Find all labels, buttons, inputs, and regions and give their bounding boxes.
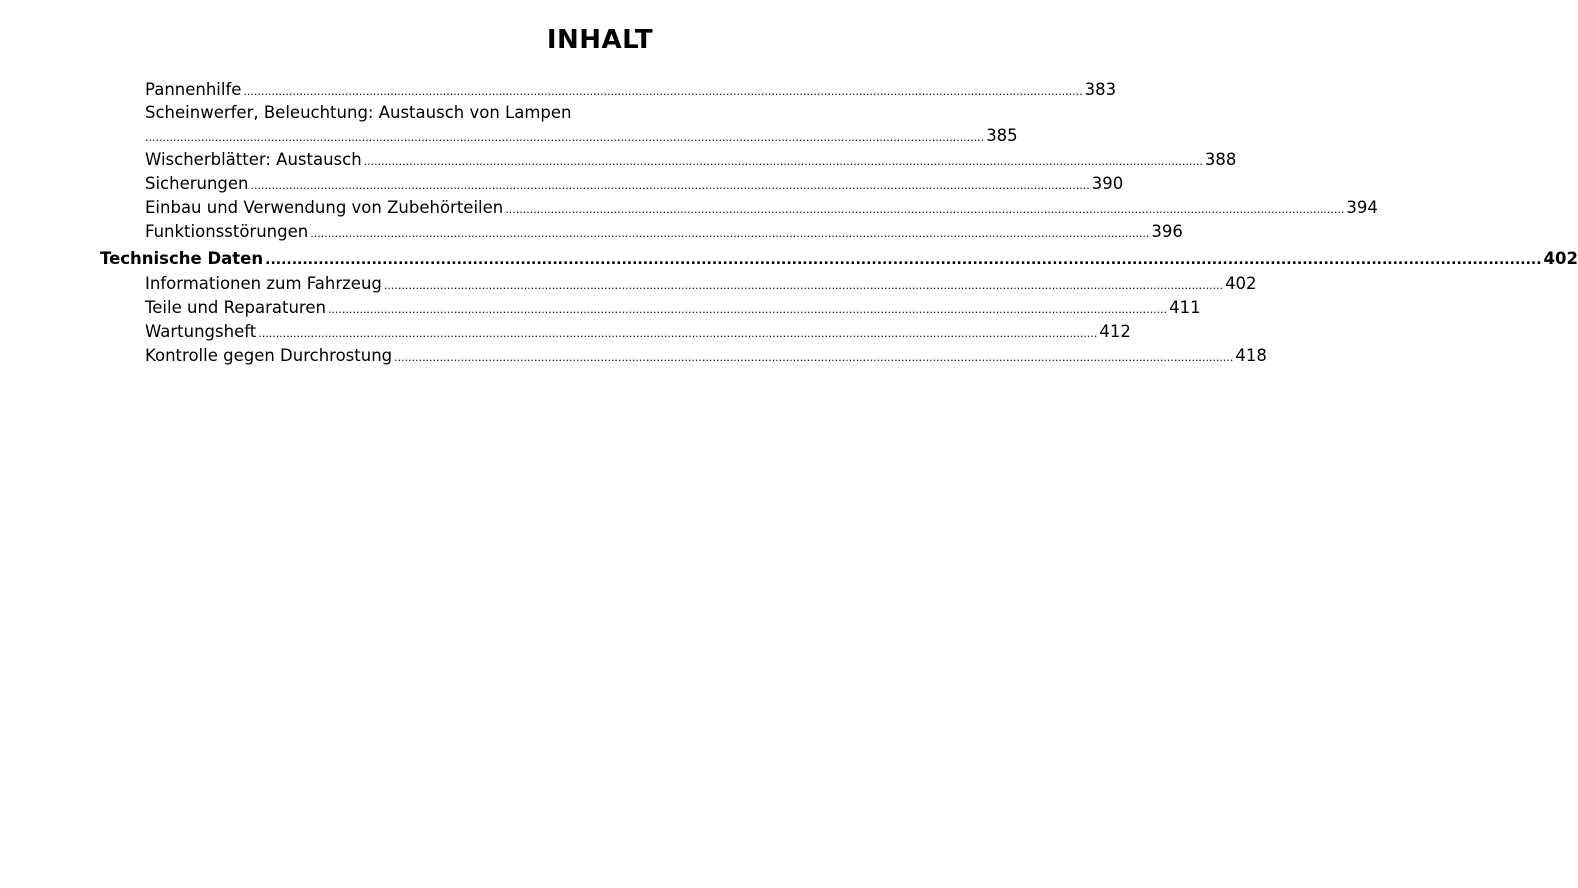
toc-entry-page: 388 <box>1204 150 1237 169</box>
toc-entry-label: Kontrolle gegen Durchrostung <box>145 346 393 365</box>
toc-entry-label: Funktionsstörungen <box>145 222 309 241</box>
dot-leader: ................................................................................................................................................................................................................................................ <box>327 303 1168 316</box>
dot-leader: ................................................................................................................................................................................................................................................ <box>310 227 1150 240</box>
toc-entry-wartungsheft[interactable] <box>100 320 1131 344</box>
toc-section-technische-daten[interactable] <box>100 244 1578 272</box>
table-of-contents <box>100 78 1578 368</box>
toc-entry-label: Wischerblätter: Austausch <box>145 150 362 169</box>
toc-entry-page: 412 <box>1099 322 1131 341</box>
toc-entry-zubehoerteile[interactable] <box>100 196 1378 220</box>
toc-entry-label: Teile und Reparaturen <box>145 298 326 317</box>
toc-entry-page: 394 <box>1346 198 1378 217</box>
toc-entry-label: Pannenhilfe <box>145 80 242 99</box>
toc-entry-label: Sicherungen <box>145 174 249 193</box>
toc-entry-label: Einbau und Verwendung von Zubehörteilen <box>145 198 504 217</box>
dot-leader: ................................................................................................................................................................................................................................................ <box>363 155 1203 168</box>
toc-entry-label: Wartungsheft <box>145 322 257 341</box>
toc-entry-page: 411 <box>1169 298 1201 317</box>
toc-entry-page: 383 <box>1084 80 1117 99</box>
dot-leader: ................................................................................................................................................................................................................................................ <box>250 179 1090 192</box>
toc-entry-page: 418 <box>1235 346 1267 365</box>
toc-entry-page: 385 <box>986 126 1018 145</box>
dot-leader: ................................................................................................................................................................................................................................................ <box>394 351 1234 364</box>
toc-entry-teile[interactable] <box>100 296 1201 320</box>
toc-entry-page: 402 <box>1225 274 1257 293</box>
page-title: INHALT <box>546 25 654 55</box>
dot-leader: ................................................................................................................................................................................................................................................ <box>505 203 1345 216</box>
dot-leader: ................................................................................................................................................................................................................................................ <box>383 279 1224 292</box>
toc-entry-page: 396 <box>1151 222 1183 241</box>
toc-entry-page: 390 <box>1091 174 1124 193</box>
toc-entry-sicherungen[interactable] <box>100 172 1124 196</box>
toc-entry-scheinwerfer-label[interactable]: Scheinwerfer, Beleuchtung: Austausch von Lampen <box>145 103 572 122</box>
toc-entry-scheinwerfer[interactable] <box>100 124 1018 148</box>
dot-leader: ................................................................................................................................................................................................................................................ <box>258 327 1098 340</box>
toc-section-label: Technische Daten <box>100 249 264 268</box>
toc-entry-durchrostung[interactable] <box>100 344 1267 368</box>
toc-entry-label: Informationen zum Fahrzeug <box>145 274 382 293</box>
dot-leader: ................................................................................................................................................................................................................................................ <box>265 252 1542 268</box>
toc-section-page: 402 <box>1543 249 1578 268</box>
dot-leader: ................................................................................................................................................................................................................................................ <box>145 131 985 144</box>
dot-leader: ................................................................................................................................................................................................................................................ <box>243 85 1083 98</box>
toc-entry-wischerblaetter[interactable] <box>100 148 1237 172</box>
toc-entry-pannenhilfe[interactable] <box>100 78 1117 102</box>
toc-entry-fahrzeug[interactable] <box>100 272 1257 296</box>
toc-entry-funktionsstoerungen[interactable] <box>100 220 1183 244</box>
